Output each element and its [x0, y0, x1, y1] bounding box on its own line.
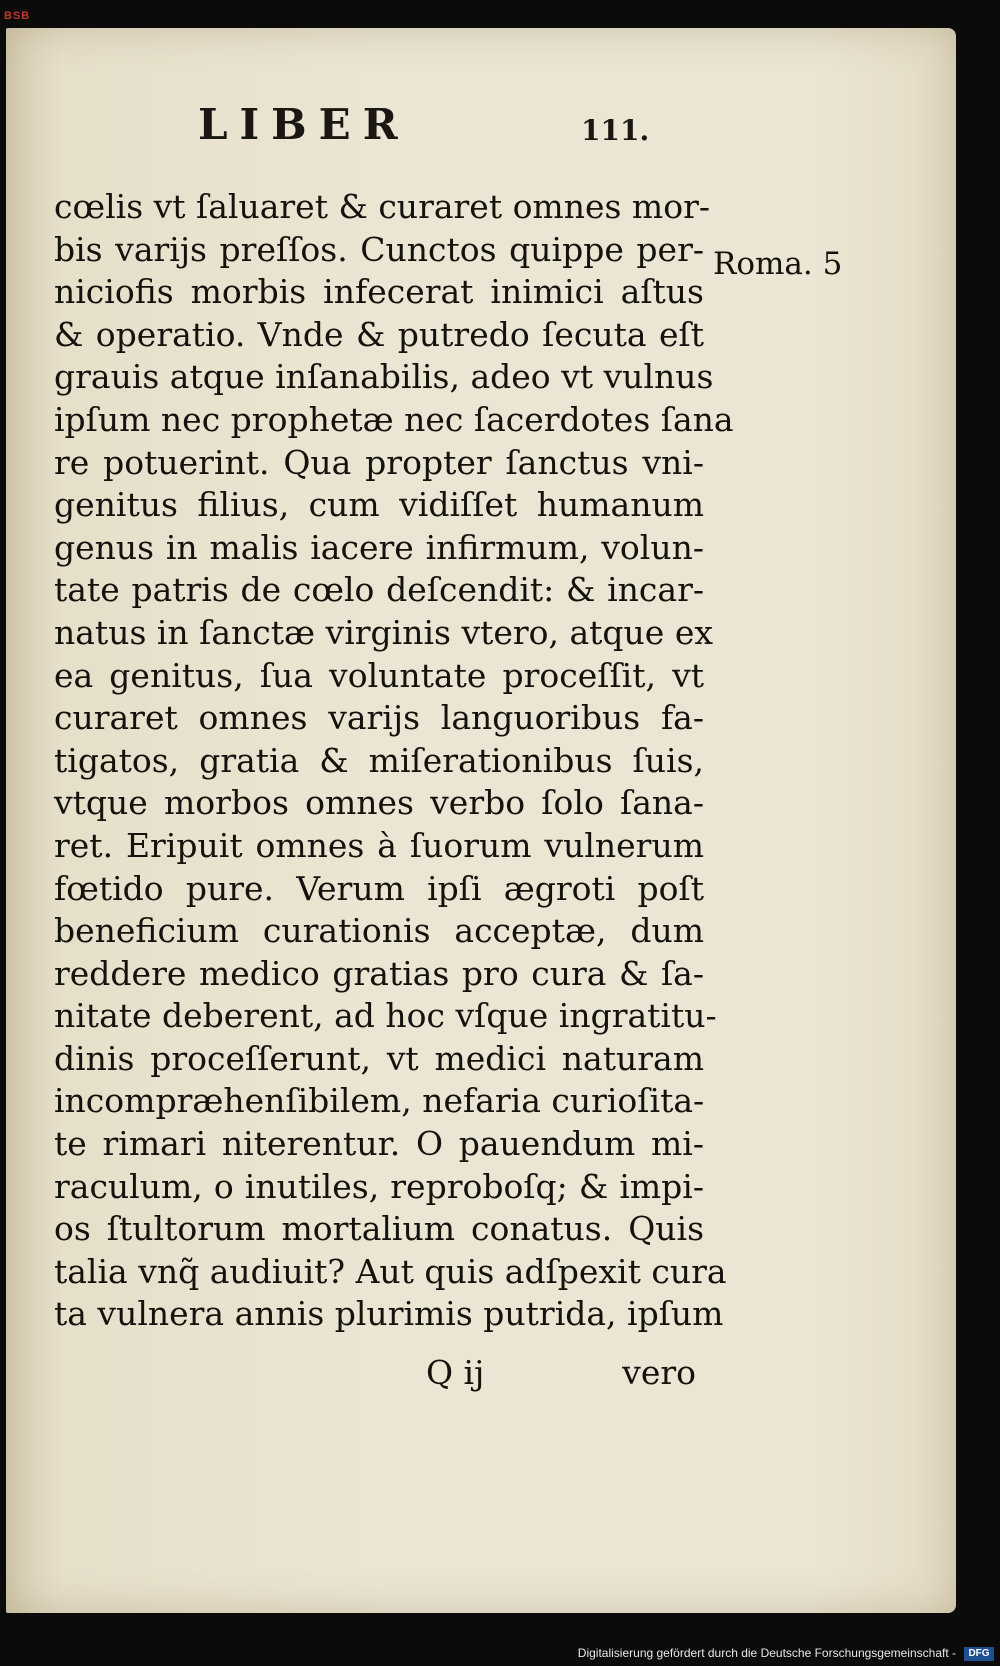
text-line: niciofis morbis infecerat inimici aſtus: [54, 272, 704, 312]
text-line: te rimari niterentur. O pauendum mi-: [54, 1124, 704, 1164]
text-line: os ſtultorum mortalium conatus. Quis: [54, 1209, 704, 1249]
text-line: vtque morbos omnes verbo ſolo ſana-: [54, 783, 704, 823]
text-line: ta vulnera annis plurimis putrida, ipſum: [54, 1294, 724, 1334]
text-line: ipſum nec prophetæ nec ſacerdotes ſana: [54, 399, 734, 439]
main-text: [54, 186, 734, 1336]
text-line: re potuerint. Qua propter ſanctus vni-: [54, 442, 704, 482]
text-line: nitate deberent, ad hoc vſque ingratitu-: [54, 996, 717, 1036]
text-line: genus in malis iacere infirmum, volun-: [54, 527, 704, 567]
text-line: curaret omnes variјs languoribus fa-: [54, 698, 704, 738]
text-line: raculum, o inutiles, reproboſq; & impi-: [54, 1166, 704, 1206]
text-line: fœtido pure. Verum ipſi ægroti poſt: [54, 868, 704, 908]
text-line: tate patris de cœlo deſcendit: & incar-: [54, 570, 704, 610]
text-line: & operatio. Vnde & putredo ſecuta eſt: [54, 314, 704, 354]
text-line: grauis atque inſanabilis, adeo vt vulnus: [54, 357, 714, 397]
signature-mark: Q ij: [426, 1353, 485, 1392]
text-line: cœlis vt ſaluaret & curaret omnes mor-: [54, 187, 711, 226]
text-line: natus in ſanctæ virginis vtero, atque ex: [54, 612, 713, 652]
funding-credit: Digitalisierung gefördert durch die Deutsche Forschungsgemeinschaft -: [577, 1646, 956, 1660]
margin-note: Roma. 5: [713, 246, 843, 282]
library-mark: BSB: [4, 10, 31, 22]
running-head: LIBER: [198, 100, 410, 149]
text-line: bis variјs preſſos. Cunctos quippe per-: [54, 229, 704, 269]
text-line: talia vnq̃ audiuit? Aut quis adſpexit cura: [54, 1251, 727, 1291]
text-line: ea genitus, ſua voluntate proceſſit, vt: [54, 655, 704, 695]
page-number: 111.: [581, 114, 650, 147]
text-line: reddere medico gratias pro cura & ſa-: [54, 953, 704, 993]
dfg-logo: DFG: [964, 1647, 994, 1661]
text-line: tigatos, gratia & miſerationibus ſuis,: [54, 740, 704, 780]
text-line: beneficium curationis acceptæ, dum: [54, 911, 704, 951]
text-line: incompræhenſibilem, nefaria curioſita-: [54, 1081, 705, 1121]
text-line: dinis proceſſerunt, vt medici naturam: [54, 1038, 704, 1078]
catchword: vero: [622, 1353, 696, 1392]
book-page: [6, 28, 956, 1613]
text-line: genitus filius, cum vidiſſet humanum: [54, 485, 704, 525]
catchword-row: [426, 1353, 696, 1392]
text-line: ret. Eripuit omnes à ſuorum vulnerum: [54, 825, 704, 865]
